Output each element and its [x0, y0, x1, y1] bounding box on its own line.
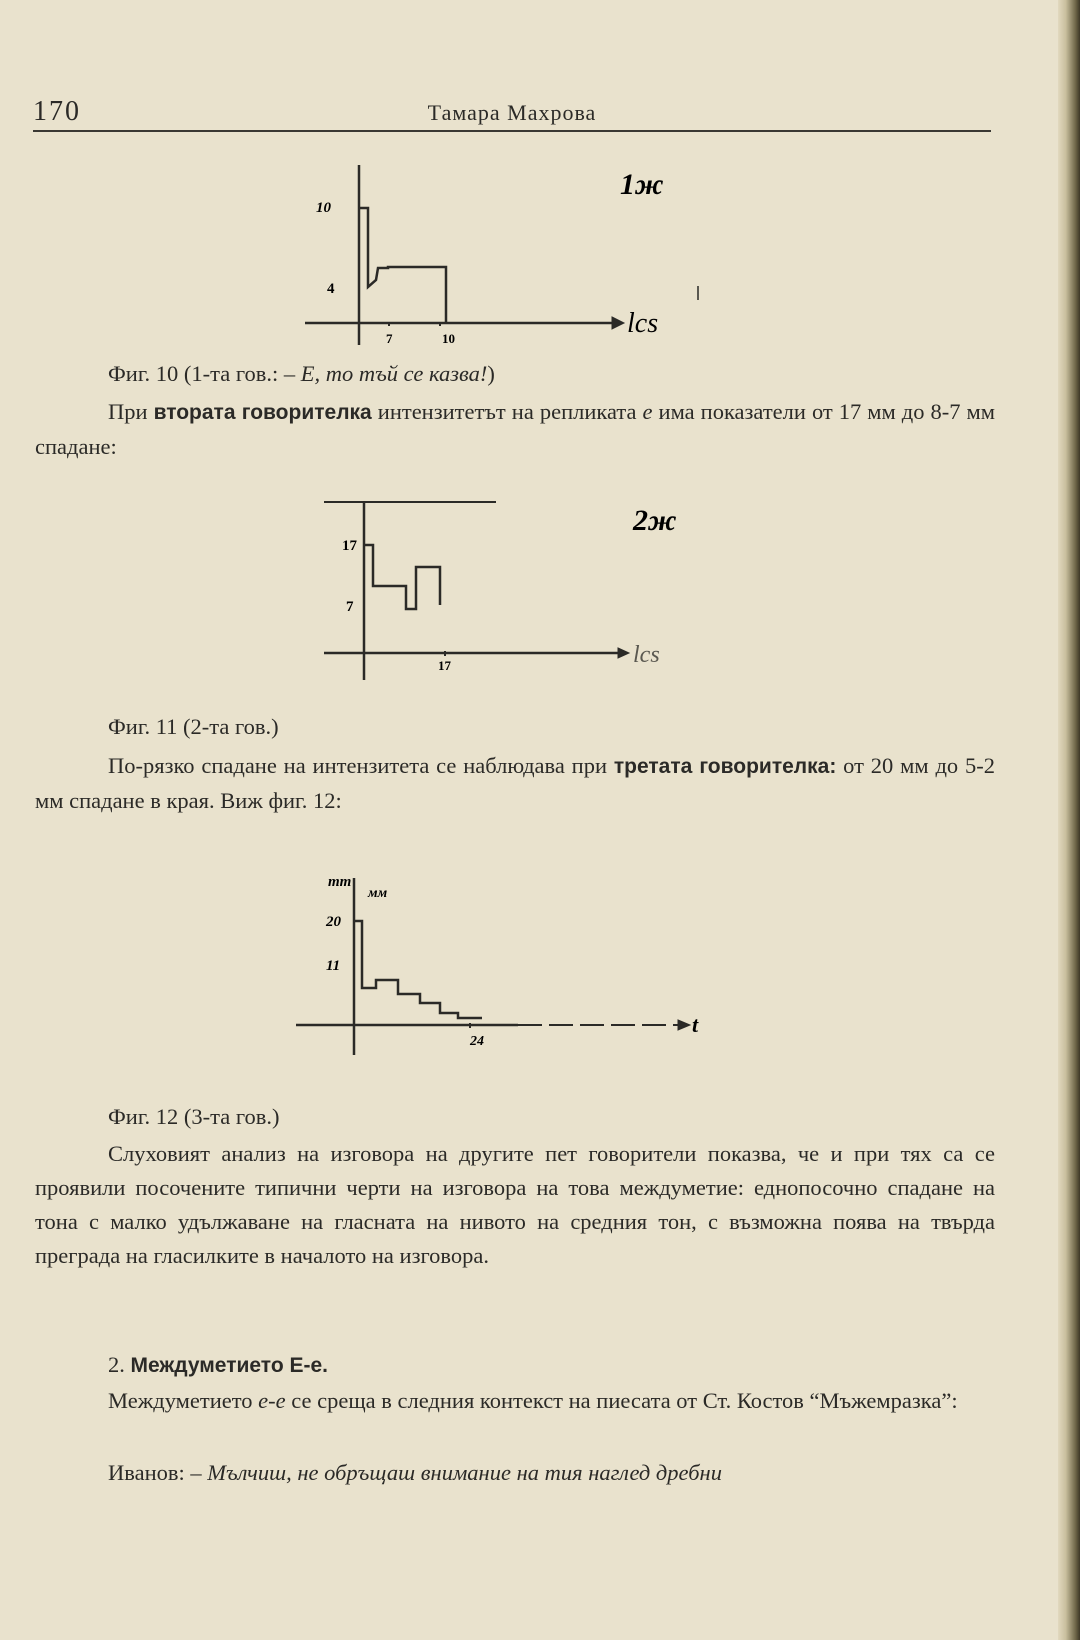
fig12-y-unit-label: mm	[328, 874, 352, 890]
text: По-рязко спадане на интензитета се наблюдава при	[108, 753, 614, 778]
paragraph-3: Слуховият анализ на изговора на другите пет говорители показва, че и при тях са се проявили посочените типични черти на изговора на това междуметие: еднопосочно спадане на тона с малко удължаване на гласната на нивото на средния тон, с възможна поява на твърда преграда на гласилките в началото на изговора.	[35, 1141, 995, 1268]
bold-text: третата говорителка:	[613, 755, 837, 778]
paragraph-4	[35, 1384, 995, 1418]
italic-text: е	[642, 399, 653, 424]
paragraph-5	[35, 1456, 995, 1490]
fig10-x-tick-label: 10	[442, 331, 455, 346]
fig11-x-arrowhead	[618, 648, 629, 658]
caption-italic-text: Е, то тъй се казва!	[300, 361, 488, 386]
section-number: 2.	[108, 1352, 131, 1377]
fig11-y-tick-label: 17	[342, 538, 357, 554]
fig12-y-tick-label: 20	[326, 914, 341, 930]
text: се среща в следния контекст на пиесата от Ст. Костов “Мъжемразка”:	[285, 1388, 958, 1413]
figure-12-caption: Фиг. 12 (3-та гов.)	[108, 1104, 280, 1129]
text: от 20 мм до 5-2 мм спадане в края. Виж фиг. 12:	[35, 753, 995, 813]
fig12-axis-label: t	[692, 1012, 699, 1037]
fig11-intensity-line	[364, 545, 440, 609]
fig12-unit-label: мм	[368, 886, 388, 901]
figure-11	[300, 490, 700, 680]
figure-10-chart	[300, 160, 700, 350]
figure-11-chart	[300, 490, 700, 680]
fig11-axis-label: lcs	[633, 642, 660, 668]
book-spine-shadow	[1058, 0, 1080, 1640]
figure-12-chart	[290, 870, 720, 1060]
fig10-y-tick-label: 4	[327, 281, 335, 297]
fig11-y-tick-label: 7	[346, 599, 354, 615]
fig10-y-tick-label: 10	[316, 200, 331, 216]
caption-text: Фиг. 10 (1-та гов.: –	[108, 361, 301, 386]
page-header	[33, 92, 991, 132]
italic-text: е-е	[258, 1388, 286, 1413]
paragraph-1	[35, 395, 995, 464]
section-title: Междуметието Е-е.	[130, 1354, 328, 1377]
caption-text: )	[487, 361, 495, 386]
fig12-y-tick-label: 11	[326, 958, 341, 974]
paragraph-2	[35, 749, 995, 818]
text: При	[108, 399, 154, 424]
fig12-x-arrowhead	[678, 1020, 690, 1030]
fig12-x-tick-label: 24	[470, 1034, 484, 1049]
figure-12	[290, 870, 720, 1060]
text: интензитетът на репликата	[371, 399, 643, 424]
fig10-x-tick-label: 7	[386, 331, 393, 346]
fig10-x-arrowhead	[612, 317, 624, 329]
bold-text: втората говорителка	[153, 401, 372, 424]
figure-11-caption: Фиг. 11 (2-та гов.)	[108, 714, 279, 739]
text: Междуметието	[108, 1388, 259, 1413]
running-head: Тамара Махрова	[427, 100, 597, 125]
text: Иванов: –	[108, 1460, 208, 1485]
page-number: 170	[33, 96, 81, 127]
fig10-intensity-line	[359, 208, 446, 323]
fig11-x-tick-label: 17	[438, 658, 451, 673]
fig12-intensity-line	[354, 921, 482, 1018]
fig11-handwritten-label: 2ж	[633, 504, 677, 537]
text: има показатели от 17 мм до 8-7 мм спадане:	[35, 399, 996, 459]
italic-text: Мълчиш, не обръщаш внимание на тия наглед дребни	[207, 1460, 722, 1485]
figure-10	[300, 160, 700, 350]
figure-10-caption	[108, 357, 495, 391]
fig10-handwritten-label: 1ж	[620, 168, 664, 201]
fig10-axis-label: lcs	[627, 308, 659, 339]
section-heading	[108, 1348, 328, 1383]
